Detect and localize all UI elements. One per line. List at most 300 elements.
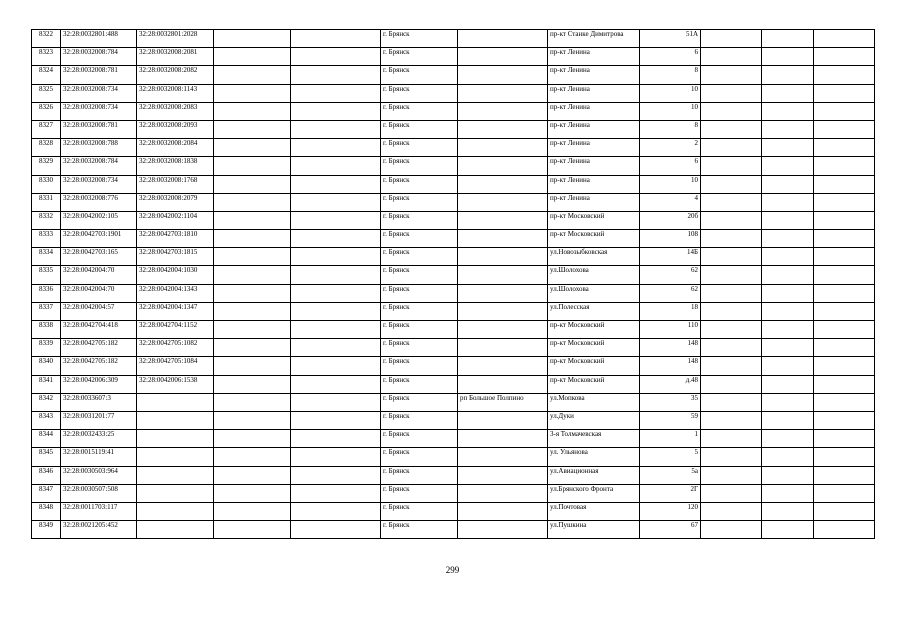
cell-column-4 [214, 66, 291, 84]
cell-column-12 [814, 466, 875, 484]
cell-column-11 [762, 357, 814, 375]
cell-column-11 [762, 48, 814, 66]
cell-column-5 [291, 248, 381, 266]
cell-street: пр-кт Московский [548, 375, 640, 393]
cell-settlement [458, 30, 548, 48]
cell-record-number: 8335 [32, 266, 61, 284]
cell-house-number: 35 [640, 393, 701, 411]
cell-object-cadastral-number: 32:28:0042004:1343 [137, 284, 214, 302]
cell-column-12 [814, 284, 875, 302]
table-row [32, 175, 875, 193]
cell-parcel-cadastral-number: 32:28:0032008:781 [61, 120, 137, 138]
table-row [32, 120, 875, 138]
cell-settlement [458, 230, 548, 248]
cell-record-number: 8341 [32, 375, 61, 393]
cell-house-number: 5 [640, 448, 701, 466]
table-row [32, 502, 875, 520]
cell-settlement [458, 84, 548, 102]
cell-record-number: 8329 [32, 157, 61, 175]
table-row [32, 266, 875, 284]
cell-city: г. Брянск [381, 430, 458, 448]
cell-column-11 [762, 66, 814, 84]
cell-record-number: 8342 [32, 393, 61, 411]
cell-column-4 [214, 411, 291, 429]
cell-city: г. Брянск [381, 48, 458, 66]
cell-street: пр-кт Ленина [548, 193, 640, 211]
cell-column-4 [214, 375, 291, 393]
cell-object-cadastral-number: 32:28:0042006:1538 [137, 375, 214, 393]
table-row [32, 302, 875, 320]
cell-column-10 [701, 102, 762, 120]
cell-object-cadastral-number [137, 430, 214, 448]
cell-settlement [458, 411, 548, 429]
table-row [32, 30, 875, 48]
cell-settlement: рп Большое Полпино [458, 393, 548, 411]
cell-column-12 [814, 448, 875, 466]
cell-column-4 [214, 284, 291, 302]
cell-house-number: 18 [640, 302, 701, 320]
cell-column-12 [814, 120, 875, 138]
cell-house-number: 20б [640, 211, 701, 229]
cell-object-cadastral-number: 32:28:0042004:1347 [137, 302, 214, 320]
table-row [32, 448, 875, 466]
cell-column-10 [701, 175, 762, 193]
cell-column-5 [291, 502, 381, 520]
cell-column-12 [814, 139, 875, 157]
cell-parcel-cadastral-number: 32:28:0031201:77 [61, 411, 137, 429]
cell-city: г. Брянск [381, 84, 458, 102]
cell-record-number: 8337 [32, 302, 61, 320]
cell-column-5 [291, 411, 381, 429]
cell-parcel-cadastral-number: 32:28:0042006:309 [61, 375, 137, 393]
cell-settlement [458, 466, 548, 484]
cell-street: ул.Новозыбковская [548, 248, 640, 266]
cell-street: ул.Пушкина [548, 521, 640, 539]
cell-record-number: 8336 [32, 284, 61, 302]
cell-column-10 [701, 211, 762, 229]
cell-object-cadastral-number [137, 393, 214, 411]
cell-city: г. Брянск [381, 339, 458, 357]
cell-column-5 [291, 339, 381, 357]
cell-object-cadastral-number [137, 502, 214, 520]
cell-street: пр-кт Станке Димитрова [548, 30, 640, 48]
cell-object-cadastral-number: 32:28:0042704:1152 [137, 321, 214, 339]
cell-record-number: 8345 [32, 448, 61, 466]
cell-column-11 [762, 211, 814, 229]
cell-column-12 [814, 248, 875, 266]
cell-house-number: 120 [640, 502, 701, 520]
cell-column-10 [701, 466, 762, 484]
cell-column-4 [214, 157, 291, 175]
cell-column-10 [701, 284, 762, 302]
cell-column-5 [291, 284, 381, 302]
cell-street: пр-кт Московский [548, 321, 640, 339]
cell-house-number: 1 [640, 430, 701, 448]
cell-record-number: 8340 [32, 357, 61, 375]
cell-object-cadastral-number: 32:28:0042002:1104 [137, 211, 214, 229]
cell-settlement [458, 339, 548, 357]
cell-column-5 [291, 120, 381, 138]
cell-parcel-cadastral-number: 32:28:0042705:182 [61, 357, 137, 375]
cell-city: г. Брянск [381, 157, 458, 175]
cell-column-10 [701, 193, 762, 211]
cell-column-10 [701, 139, 762, 157]
cell-city: г. Брянск [381, 175, 458, 193]
cell-city: г. Брянск [381, 66, 458, 84]
cell-column-11 [762, 375, 814, 393]
cell-column-10 [701, 157, 762, 175]
cell-column-4 [214, 484, 291, 502]
cell-column-10 [701, 230, 762, 248]
cell-parcel-cadastral-number: 32:28:0032008:788 [61, 139, 137, 157]
cell-record-number: 8346 [32, 466, 61, 484]
cell-column-12 [814, 211, 875, 229]
cell-street: ул.Шолохова [548, 284, 640, 302]
cell-column-4 [214, 120, 291, 138]
cell-street: ул.Мопкова [548, 393, 640, 411]
cell-column-12 [814, 48, 875, 66]
cell-column-11 [762, 321, 814, 339]
cell-settlement [458, 102, 548, 120]
cell-street: ул.Почтовая [548, 502, 640, 520]
table-row [32, 102, 875, 120]
cell-city: г. Брянск [381, 211, 458, 229]
cell-city: г. Брянск [381, 411, 458, 429]
cell-city: г. Брянск [381, 375, 458, 393]
cell-house-number: 110 [640, 321, 701, 339]
cell-city: г. Брянск [381, 393, 458, 411]
cell-column-4 [214, 466, 291, 484]
cell-settlement [458, 248, 548, 266]
cell-column-4 [214, 502, 291, 520]
cell-object-cadastral-number [137, 466, 214, 484]
cell-column-11 [762, 139, 814, 157]
cell-column-12 [814, 321, 875, 339]
table-row [32, 339, 875, 357]
table-row [32, 248, 875, 266]
cell-city: г. Брянск [381, 466, 458, 484]
table-row [32, 430, 875, 448]
cell-record-number: 8326 [32, 102, 61, 120]
cell-column-11 [762, 193, 814, 211]
cell-column-4 [214, 102, 291, 120]
table-row [32, 66, 875, 84]
cell-column-4 [214, 339, 291, 357]
cell-column-12 [814, 339, 875, 357]
cell-column-5 [291, 157, 381, 175]
cell-settlement [458, 484, 548, 502]
cell-column-11 [762, 230, 814, 248]
table-row [32, 357, 875, 375]
cell-settlement [458, 284, 548, 302]
cell-settlement [458, 266, 548, 284]
cell-object-cadastral-number: 32:28:0032008:1143 [137, 84, 214, 102]
cell-house-number: д.48 [640, 375, 701, 393]
cell-parcel-cadastral-number: 32:28:0042705:182 [61, 339, 137, 357]
cell-street: пр-кт Ленина [548, 66, 640, 84]
cell-column-5 [291, 66, 381, 84]
cell-settlement [458, 448, 548, 466]
cell-parcel-cadastral-number: 32:28:0042703:165 [61, 248, 137, 266]
cell-record-number: 8333 [32, 230, 61, 248]
cell-column-4 [214, 430, 291, 448]
cell-object-cadastral-number: 32:28:0042705:1082 [137, 339, 214, 357]
cell-column-10 [701, 120, 762, 138]
cell-column-11 [762, 484, 814, 502]
cell-column-5 [291, 375, 381, 393]
cell-settlement [458, 157, 548, 175]
cell-column-4 [214, 321, 291, 339]
cell-house-number: 51А [640, 30, 701, 48]
cell-column-4 [214, 393, 291, 411]
cell-column-11 [762, 502, 814, 520]
cell-column-12 [814, 393, 875, 411]
cell-street: пр-кт Московский [548, 211, 640, 229]
cell-record-number: 8322 [32, 30, 61, 48]
cell-house-number: 67 [640, 521, 701, 539]
cell-settlement [458, 120, 548, 138]
cell-house-number: 62 [640, 284, 701, 302]
cell-city: г. Брянск [381, 448, 458, 466]
cell-settlement [458, 375, 548, 393]
cell-column-5 [291, 484, 381, 502]
cell-column-4 [214, 248, 291, 266]
cell-column-10 [701, 48, 762, 66]
cell-parcel-cadastral-number: 32:28:0042004:57 [61, 302, 137, 320]
cell-street: ул.Дуки [548, 411, 640, 429]
cell-street: пр-кт Ленина [548, 102, 640, 120]
cell-house-number: 59 [640, 411, 701, 429]
cell-city: г. Брянск [381, 266, 458, 284]
cell-column-10 [701, 411, 762, 429]
cell-street: ул.Шолохова [548, 266, 640, 284]
cell-parcel-cadastral-number: 32:28:0032008:784 [61, 48, 137, 66]
cell-record-number: 8323 [32, 48, 61, 66]
cell-street: пр-кт Ленина [548, 48, 640, 66]
cell-house-number: 8 [640, 120, 701, 138]
cell-record-number: 8338 [32, 321, 61, 339]
cell-street: пр-кт Московский [548, 357, 640, 375]
cell-city: г. Брянск [381, 321, 458, 339]
cell-object-cadastral-number: 32:28:0042004:1030 [137, 266, 214, 284]
cell-object-cadastral-number: 32:28:0032801:2028 [137, 30, 214, 48]
cell-column-11 [762, 120, 814, 138]
table-row [32, 211, 875, 229]
cell-street: ул.Авиационная [548, 466, 640, 484]
cell-parcel-cadastral-number: 32:28:0021205:452 [61, 521, 137, 539]
cell-column-12 [814, 302, 875, 320]
table-row [32, 84, 875, 102]
cell-city: г. Брянск [381, 302, 458, 320]
table-row [32, 193, 875, 211]
cell-street: пр-кт Московский [548, 230, 640, 248]
cell-column-12 [814, 175, 875, 193]
cell-column-12 [814, 502, 875, 520]
cell-column-4 [214, 48, 291, 66]
table-row [32, 521, 875, 539]
cell-column-11 [762, 175, 814, 193]
cell-column-10 [701, 357, 762, 375]
cell-column-11 [762, 339, 814, 357]
cell-settlement [458, 321, 548, 339]
cell-column-11 [762, 302, 814, 320]
cell-house-number: 6 [640, 157, 701, 175]
cell-column-12 [814, 230, 875, 248]
cell-column-5 [291, 430, 381, 448]
cell-column-4 [214, 302, 291, 320]
cell-column-5 [291, 211, 381, 229]
cell-street: пр-кт Ленина [548, 157, 640, 175]
cell-house-number: 2Г [640, 484, 701, 502]
cell-column-10 [701, 84, 762, 102]
cell-house-number: 6 [640, 48, 701, 66]
cell-column-4 [214, 30, 291, 48]
cell-object-cadastral-number: 32:28:0042703:1815 [137, 248, 214, 266]
cell-column-4 [214, 193, 291, 211]
cell-column-10 [701, 302, 762, 320]
cell-house-number: 10 [640, 84, 701, 102]
cell-parcel-cadastral-number: 32:28:0032008:734 [61, 84, 137, 102]
cell-city: г. Брянск [381, 521, 458, 539]
cell-settlement [458, 302, 548, 320]
cell-street: ул.Брянского Фронта [548, 484, 640, 502]
cell-object-cadastral-number: 32:28:0032008:2083 [137, 102, 214, 120]
cell-street: ул.Полесская [548, 302, 640, 320]
cell-column-4 [214, 357, 291, 375]
cell-object-cadastral-number: 32:28:0032008:2084 [137, 139, 214, 157]
cell-column-12 [814, 84, 875, 102]
cell-column-11 [762, 84, 814, 102]
cell-settlement [458, 48, 548, 66]
cell-settlement [458, 502, 548, 520]
cell-object-cadastral-number: 32:28:0032008:2081 [137, 48, 214, 66]
cell-column-4 [214, 139, 291, 157]
cell-column-10 [701, 430, 762, 448]
cell-house-number: 8 [640, 66, 701, 84]
cell-column-11 [762, 30, 814, 48]
cell-column-4 [214, 175, 291, 193]
table-row [32, 393, 875, 411]
cell-house-number: 14Б [640, 248, 701, 266]
cell-parcel-cadastral-number: 32:28:0032008:781 [61, 66, 137, 84]
cell-column-10 [701, 521, 762, 539]
cell-object-cadastral-number [137, 448, 214, 466]
cell-street: пр-кт Ленина [548, 84, 640, 102]
table-row [32, 466, 875, 484]
cell-column-11 [762, 157, 814, 175]
cell-column-10 [701, 484, 762, 502]
cell-house-number: 10 [640, 102, 701, 120]
cell-record-number: 8332 [32, 211, 61, 229]
cell-column-11 [762, 393, 814, 411]
cell-settlement [458, 66, 548, 84]
cell-record-number: 8325 [32, 84, 61, 102]
cell-parcel-cadastral-number: 32:28:0042004:70 [61, 266, 137, 284]
cell-street: 3-я Толмачевская [548, 430, 640, 448]
cell-column-5 [291, 30, 381, 48]
cell-record-number: 8324 [32, 66, 61, 84]
cell-house-number: 4 [640, 193, 701, 211]
cell-parcel-cadastral-number: 32:28:0011703:117 [61, 502, 137, 520]
cell-column-11 [762, 430, 814, 448]
cell-column-12 [814, 357, 875, 375]
cell-city: г. Брянск [381, 230, 458, 248]
cell-parcel-cadastral-number: 32:28:0032801:488 [61, 30, 137, 48]
cell-parcel-cadastral-number: 32:28:0042002:105 [61, 211, 137, 229]
cell-settlement [458, 357, 548, 375]
table-row [32, 230, 875, 248]
cell-city: г. Брянск [381, 484, 458, 502]
cell-column-4 [214, 211, 291, 229]
cell-record-number: 8349 [32, 521, 61, 539]
cell-column-11 [762, 102, 814, 120]
cell-column-11 [762, 521, 814, 539]
cell-column-12 [814, 521, 875, 539]
cell-city: г. Брянск [381, 284, 458, 302]
cell-record-number: 8339 [32, 339, 61, 357]
cell-object-cadastral-number: 32:28:0032008:2082 [137, 66, 214, 84]
cell-street: пр-кт Ленина [548, 120, 640, 138]
table-row [32, 375, 875, 393]
table-row [32, 139, 875, 157]
cell-parcel-cadastral-number: 32:28:0032008:734 [61, 102, 137, 120]
cell-record-number: 8348 [32, 502, 61, 520]
cell-column-12 [814, 484, 875, 502]
table-row [32, 48, 875, 66]
cell-parcel-cadastral-number: 32:28:0030507:508 [61, 484, 137, 502]
cell-parcel-cadastral-number: 32:28:0042703:1901 [61, 230, 137, 248]
cell-settlement [458, 430, 548, 448]
cell-street: пр-кт Ленина [548, 175, 640, 193]
cell-object-cadastral-number [137, 521, 214, 539]
cell-column-5 [291, 321, 381, 339]
cell-object-cadastral-number: 32:28:0032008:1768 [137, 175, 214, 193]
registry-table [31, 29, 875, 539]
cell-house-number: 148 [640, 357, 701, 375]
cell-house-number: 5а [640, 466, 701, 484]
cell-object-cadastral-number [137, 484, 214, 502]
cell-settlement [458, 211, 548, 229]
cell-column-4 [214, 266, 291, 284]
cell-city: г. Брянск [381, 139, 458, 157]
page-number: 299 [445, 565, 460, 575]
cell-column-12 [814, 102, 875, 120]
cell-parcel-cadastral-number: 32:28:0042704:418 [61, 321, 137, 339]
cell-parcel-cadastral-number: 32:28:0032433:25 [61, 430, 137, 448]
cell-column-5 [291, 357, 381, 375]
cell-column-12 [814, 266, 875, 284]
cell-column-10 [701, 66, 762, 84]
cell-column-12 [814, 66, 875, 84]
cell-column-5 [291, 102, 381, 120]
cell-column-12 [814, 157, 875, 175]
cell-settlement [458, 193, 548, 211]
cell-city: г. Брянск [381, 502, 458, 520]
table-row [32, 484, 875, 502]
cell-parcel-cadastral-number: 32:28:0032008:784 [61, 157, 137, 175]
cell-street: пр-кт Ленина [548, 139, 640, 157]
cell-city: г. Брянск [381, 30, 458, 48]
cell-house-number: 108 [640, 230, 701, 248]
cell-column-4 [214, 448, 291, 466]
cell-record-number: 8347 [32, 484, 61, 502]
cell-object-cadastral-number: 32:28:0042703:1810 [137, 230, 214, 248]
cell-object-cadastral-number: 32:28:0042705:1084 [137, 357, 214, 375]
cell-record-number: 8327 [32, 120, 61, 138]
cell-column-10 [701, 321, 762, 339]
cell-column-10 [701, 30, 762, 48]
cell-parcel-cadastral-number: 32:28:0015119:41 [61, 448, 137, 466]
